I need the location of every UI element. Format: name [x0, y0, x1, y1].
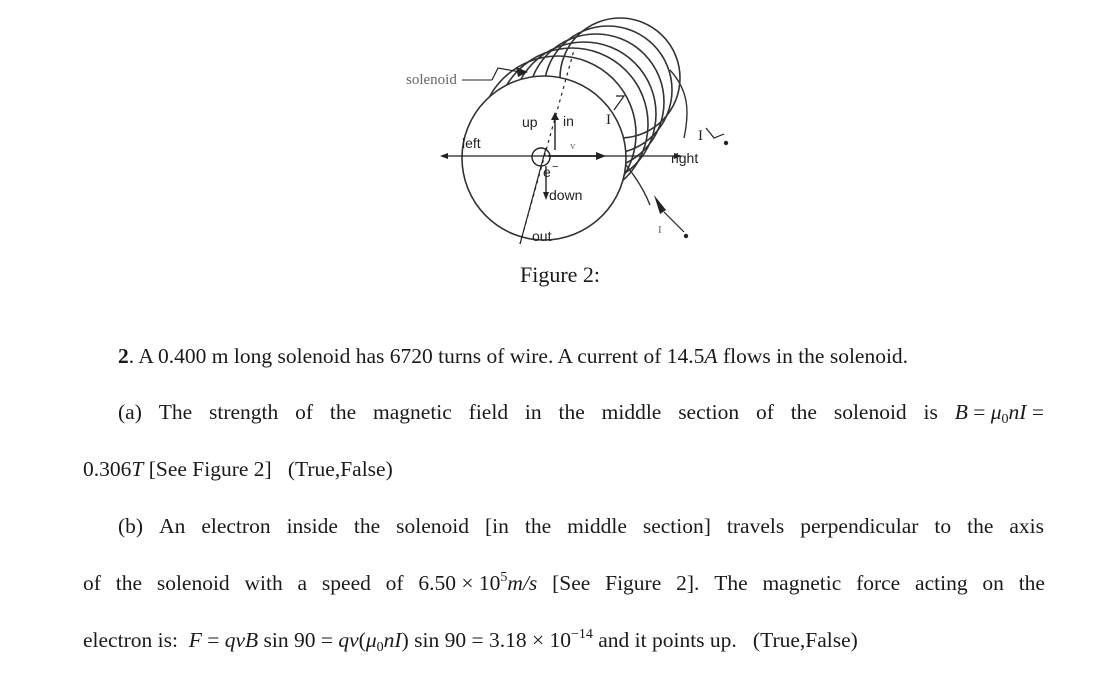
- part-b-answer-options: and it points up. (True,False): [592, 628, 858, 652]
- in-label: in: [563, 113, 574, 129]
- part-b-word: solenoid: [396, 514, 470, 538]
- force-expr-ni: nI: [383, 628, 402, 652]
- part-a-word: in: [524, 400, 542, 424]
- part-b-line-3: [83, 626, 858, 654]
- part-a-word: The: [158, 400, 193, 424]
- force-expr-qvb: qvB: [224, 628, 259, 652]
- part-a-answer-options: [See Figure 2] (True,False): [143, 457, 393, 481]
- sin90-first: sin 90 =: [258, 628, 339, 652]
- problem-intro: . A 0.400 m long solenoid has 6720 turns of wire. A current of 14.5: [128, 344, 705, 368]
- part-b-word: the: [115, 571, 143, 595]
- up-label: up: [522, 114, 538, 130]
- velocity-label: v: [570, 140, 576, 152]
- part-a-word: magnetic: [373, 400, 452, 424]
- part-b-word: middle: [567, 514, 627, 538]
- part-a-line-2: [83, 455, 393, 483]
- left-label: left: [462, 135, 481, 151]
- down-label: down: [549, 187, 583, 203]
- part-b-word: Figure: [605, 571, 662, 595]
- right-label: right: [671, 150, 699, 166]
- equals-sign: =: [201, 628, 225, 652]
- figure-caption: Figure 2:: [519, 262, 601, 287]
- wire-end-right: [724, 141, 728, 145]
- part-b-word: force: [856, 571, 901, 595]
- problem-number: 2: [118, 344, 129, 368]
- part-a-word: (a): [118, 400, 142, 424]
- part-b-word: 2].: [676, 571, 700, 595]
- electron-speed: $6.50 \times 10^5m/s$: [418, 570, 538, 595]
- part-a-word: solenoid: [833, 400, 907, 424]
- field-equation: $B = \mu_0nI$ =: [954, 400, 1044, 427]
- part-b-word: the: [353, 514, 381, 538]
- part-b-word: acting: [915, 571, 968, 595]
- part-b-word: section]: [642, 514, 711, 538]
- solenoid-diagram: [388, 0, 748, 248]
- mu-symbol: μ: [365, 628, 377, 652]
- part-a-word: is: [923, 400, 938, 424]
- part-b-word: to: [934, 514, 952, 538]
- part-a-word: of: [755, 400, 774, 424]
- force-exponent: −14: [570, 627, 593, 642]
- part-b-word: perpendicular: [800, 514, 919, 538]
- electron-charge-label: −: [552, 161, 559, 173]
- current-label-right: I: [698, 128, 703, 144]
- part-a-word: field: [468, 400, 509, 424]
- part-b-word: speed: [321, 571, 371, 595]
- paren-open: (: [358, 628, 366, 652]
- part-b-word: of: [83, 571, 101, 595]
- part-a-word: of: [295, 400, 314, 424]
- part-b-word: the: [967, 514, 994, 538]
- solenoid-label: solenoid: [406, 72, 457, 88]
- part-b-word: on: [982, 571, 1004, 595]
- electron-label: e: [543, 164, 551, 180]
- part-b-word: travels: [726, 514, 785, 538]
- problem-intro-end: flows in the solenoid.: [717, 344, 909, 368]
- field-unit: T: [131, 457, 144, 481]
- part-a-word: middle: [601, 400, 662, 424]
- part-b-word: axis: [1009, 514, 1044, 538]
- part-a-word: section: [678, 400, 740, 424]
- current-unit: A: [704, 344, 718, 368]
- part-a-word: the: [790, 400, 817, 424]
- part-b-word: [in: [485, 514, 509, 538]
- part-b-word: [See: [552, 571, 591, 595]
- problem-statement: [118, 342, 908, 370]
- part-a-word: the: [329, 400, 357, 424]
- current-label-top: I: [606, 112, 611, 128]
- part-b-word: of: [385, 571, 404, 595]
- sin90-second: sin 90 = 3.18 × 10: [408, 628, 571, 652]
- field-value: 0.306: [83, 457, 132, 481]
- part-b-word: An: [159, 514, 186, 538]
- part-b-word: solenoid: [156, 571, 230, 595]
- part-b-word: electron: [201, 514, 271, 538]
- force-expr-qv: qv: [338, 628, 359, 652]
- part-b-line-1: [118, 512, 1044, 540]
- part-b-word: (b): [118, 514, 144, 538]
- part-b-word: with: [244, 571, 283, 595]
- part-b-word: the: [1018, 571, 1045, 595]
- part-b-word: the: [524, 514, 552, 538]
- part-b-word: a: [297, 571, 308, 595]
- part-b-line-2: [83, 569, 1045, 597]
- wire-end-bottom: [684, 234, 688, 238]
- coil-front: [462, 76, 626, 240]
- part-a-word: the: [558, 400, 585, 424]
- mu-subscript: 0: [376, 640, 384, 655]
- part-a-line-1: [118, 398, 1044, 426]
- part-b-word: magnetic: [762, 571, 842, 595]
- part-b-line-3-lead: electron is:: [83, 628, 189, 652]
- force-symbol: F: [188, 628, 202, 652]
- paren-close: ): [401, 628, 409, 652]
- part-a-word: strength: [209, 400, 279, 424]
- solenoid-figure: [388, 0, 748, 248]
- part-b-word: inside: [286, 514, 338, 538]
- out-label: out: [532, 228, 552, 244]
- part-b-word: The: [714, 571, 748, 595]
- current-label-bottom: I: [658, 224, 662, 236]
